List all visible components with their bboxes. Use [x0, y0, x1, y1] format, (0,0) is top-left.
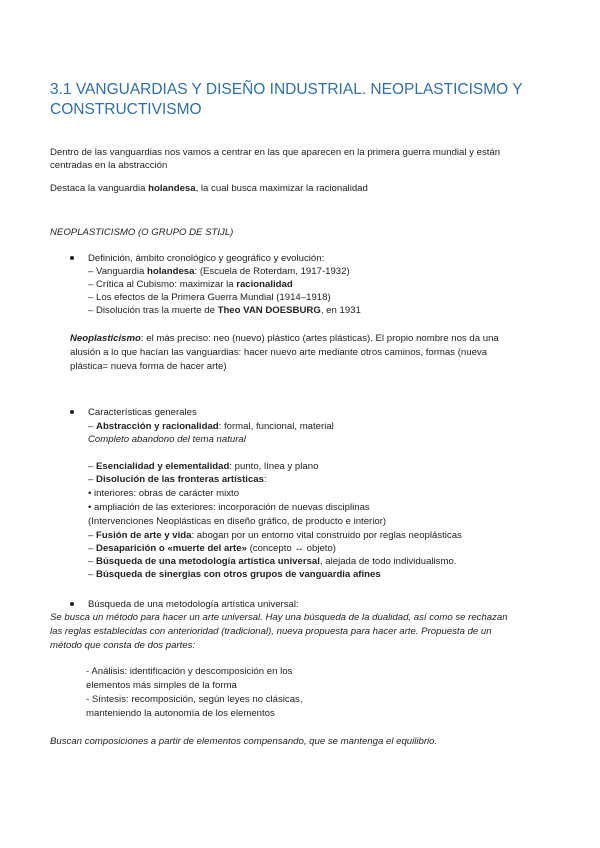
bullet-dot — [70, 256, 74, 260]
bullet2-line: – Fusión de arte y vida: abogan por un entorno vital construido por reglas neoplásticas — [88, 530, 462, 541]
bullet3-line: método que consta de dos partes: — [50, 640, 196, 651]
intro-paragraph-2: Destaca la vanguardia holandesa, la cual busca maximizar la racionalidad — [50, 183, 368, 194]
bullet2-line: – Esencialidad y elementalidad: punto, línea y plano — [88, 461, 319, 472]
bullet1-line: – Vanguardia holandesa: (Escuela de Roterdam, 1917-1932) — [88, 266, 350, 277]
bullet3-heading: Búsqueda de una metodología artística universal: — [88, 599, 299, 610]
bullet1-line: – Los efectos de la Primera Guerra Mundial (1914–1918) — [88, 292, 331, 303]
bullet2-heading: Características generales — [88, 407, 197, 418]
section-heading: NEOPLASTICISMO (O GRUPO DE STIJL) — [50, 227, 234, 238]
bullet-dot — [70, 602, 74, 606]
bullet2-line: • interiores: obras de carácter mixto — [88, 488, 240, 499]
neo-paragraph-line: Neoplasticismo: el más preciso: neo (nuevo) plástico (artes plásticas). El propio nombre nos da una — [70, 333, 499, 344]
bullet2-line: (Intervenciones Neoplásticas en diseño gráfico, de producto e interior) — [88, 516, 387, 527]
page-title: 3.1 VANGUARDIAS Y DISEÑO INDUSTRIAL. NEOPLASTICISMO Y CONSTRUCTIVISMO — [50, 81, 523, 118]
neo-paragraph-line: alusión a lo que hacían las vanguardias: hacer nuevo arte mediante otros caminos, formas (nueva — [70, 347, 488, 358]
bullet3-line: Se busca un método para hacer un arte universal. Hay una búsqueda de la dualidad, así como se rechazan — [50, 612, 508, 623]
bullet3-subline: - Análisis: identificación y descomposición en los — [86, 666, 293, 677]
bullet2-line: – Disolución de las fronteras artísticas: — [88, 474, 267, 485]
bullet3-line: las reglas establecidas con anterioridad (tradicional), nueva propuesta para hacer arte. Propuesta de un — [50, 626, 492, 637]
neo-paragraph-line: plástica= nueva forma de hacer arte) — [70, 361, 227, 372]
bullet1-line: – Disolución tras la muerte de Theo VAN DOESBURG, en 1931 — [88, 305, 361, 316]
bullet2-line: – Búsqueda de una metodología artística universal, alejada de todo individualismo. — [88, 556, 457, 567]
closing-line: Buscan composiciones a partir de elementos compensando, que se mantenga el equilibrio. — [50, 736, 438, 747]
bullet2-line: • ampliación de las exteriores: incorporación de nuevas disciplinas — [88, 502, 370, 513]
bullet1-line: – Crítica al Cubismo: maximizar la racionalidad — [88, 279, 293, 290]
bullet1-heading: Definición, ámbito cronológico y geográfico y evolución: — [88, 253, 325, 264]
bullet2-line: – Abstracción y racionalidad: formal, funcional, material — [88, 421, 334, 432]
bullet2-line: Completo abandono del tema natural — [88, 434, 246, 445]
bullet2-line: – Búsqueda de sinergias con otros grupos de vanguardia afines — [88, 569, 381, 580]
bullet3-subline: - Síntesis: recomposición, según leyes no clásicas, — [86, 694, 303, 705]
intro-paragraph-1: Dentro de las vanguardias nos vamos a centrar en las que aparecen en la primera guerra mundial y están centradas en la abstracción — [50, 147, 501, 171]
bullet3-subline: manteniendo la autonomía de los elementos — [86, 708, 275, 719]
bullet3-subline: elementos más simples de la forma — [86, 680, 237, 691]
bullet2-line: – Desaparición o «muerte del arte» (concepto ↔ objeto) — [88, 543, 336, 554]
bullet-dot — [70, 410, 74, 414]
